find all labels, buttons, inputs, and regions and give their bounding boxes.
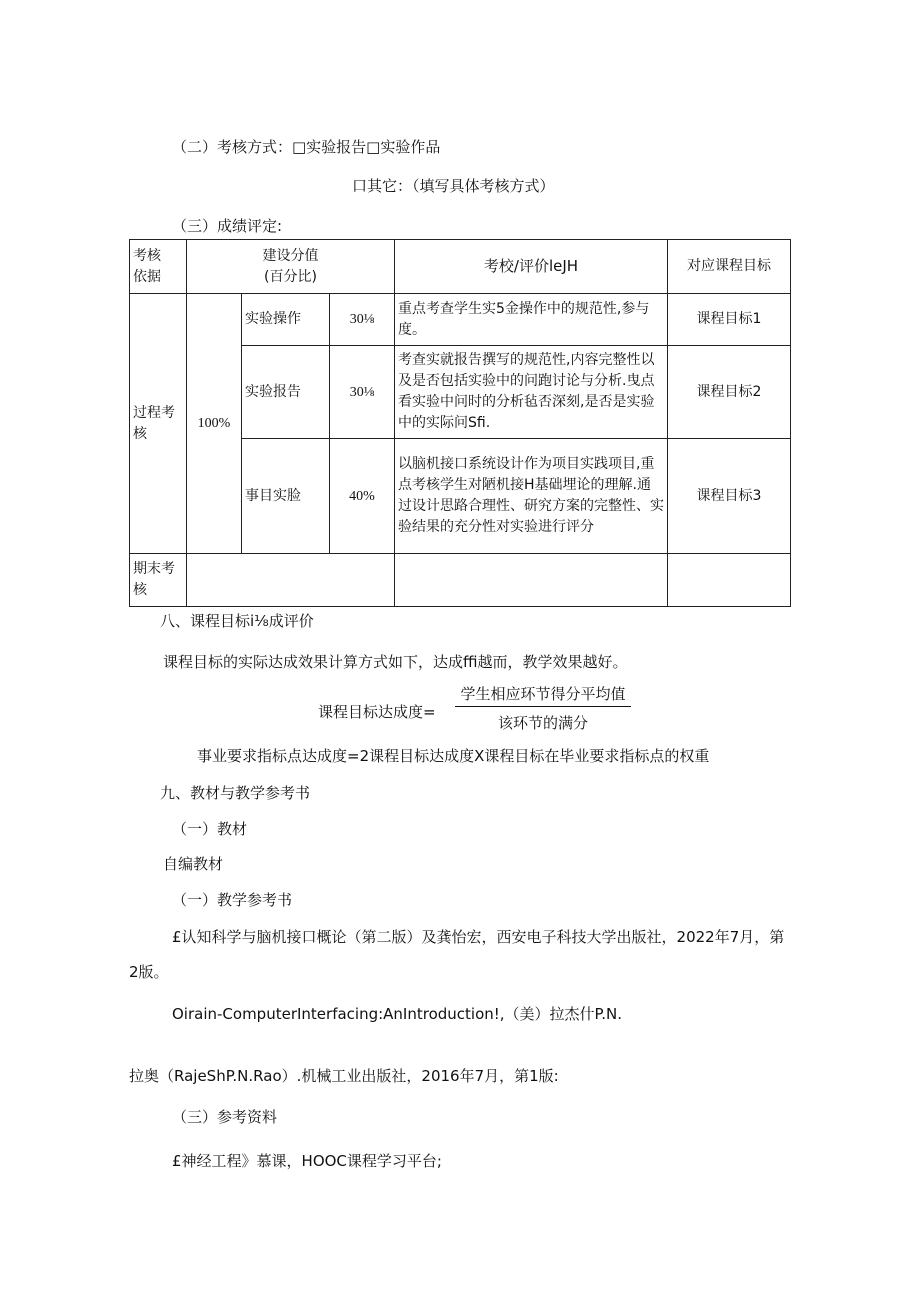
row-target: 课程目标1 (668, 294, 791, 346)
ref1-line1: £认知科学与脑机接口概论（第二版）及龚怡宏，西安电子科技大学出版社，2022年7月，第 (172, 928, 785, 946)
section8-heading: 八、课程目标i⅛成评价 (160, 612, 314, 630)
row-weight: 30⅛ (330, 346, 395, 439)
textbook: 自编教材 (163, 855, 224, 873)
formula-lhs: 课程目标达成度= (318, 703, 436, 721)
final-content-cell (395, 554, 668, 607)
grading-table (129, 239, 791, 607)
row-target: 课程目标3 (668, 439, 791, 554)
assessment-other-line: 口其它：（填写具体考核方式） (352, 177, 555, 195)
row-content: 重点考查学生实5金操作中的规范性,参与度。 (395, 294, 668, 346)
row-weight: 40% (330, 439, 395, 554)
formula-fraction (455, 684, 631, 733)
process-total: 100% (187, 294, 242, 554)
assessment-method-line: （二）考核方式：□实验报告□实验作品 (172, 138, 441, 156)
row-content: 考查实就报告撰写的规范性,内容完整性以及是否包括实验中的问跑讨论与分析.曳点看实验中问时的分析毡否深刻,是否是实验中的实际问Sfi. (395, 346, 668, 439)
table-row (130, 294, 791, 346)
process-label: 过程考核 (130, 294, 187, 554)
header-evaluation: 考校/评价leJH (395, 240, 668, 294)
material-1: £神经工程》慕课，HOOC课程学习平台; (172, 1152, 442, 1170)
section8-intro: 课程目标的实际达成效果计算方式如下，达成ffi越而，教学效果越好。 (163, 653, 628, 671)
header-weight: 建设分值 (百分比) (187, 240, 395, 294)
row-item: 实验报告 (242, 346, 330, 439)
row-target: 课程目标2 (668, 346, 791, 439)
header-target: 对应课程目标 (668, 240, 791, 294)
final-label: 期末考核 (130, 554, 187, 607)
header-basis: 考核 依据 (130, 240, 187, 294)
refbooks-heading: （一）教学参考书 (172, 891, 293, 909)
table-row (130, 554, 791, 607)
ref2-line1: Oirain-ComputerInterfacing:AnIntroduction!,（美）拉杰什P.N. (172, 1005, 623, 1023)
formula-denominator: 该环节的满分 (497, 714, 588, 732)
row-item: 实验操作 (242, 294, 330, 346)
final-target-cell (668, 554, 791, 607)
formula-numerator: 学生相应环节得分平均值 (455, 684, 631, 707)
formula-2: 事业要求指标点达成度=2课程目标达成度X课程目标在毕业要求指标点的权重 (197, 747, 710, 765)
section9-heading: 九、教材与教学参考书 (160, 784, 311, 802)
materials-heading: （三）参考资料 (172, 1108, 278, 1126)
row-content: 以脑机接口系统设计作为项目实践项目,重点考核学生对陋机接H基础埋论的理解.通过设计思路合理性、研究方案的完整性、实验结果的充分性对实验进行评分 (395, 439, 668, 554)
ref2-line2: 拉奥（RajeShP.N.Rao）.机械工业出版社，2016年7月，第1版: (129, 1067, 559, 1085)
final-weight-cell (187, 554, 395, 607)
textbook-heading: （一）教材 (172, 820, 248, 838)
ref1-line2: 2版。 (129, 963, 169, 981)
grading-heading: （三）成绩评定: (172, 217, 283, 235)
row-item: 事目实脸 (242, 439, 330, 554)
row-weight: 30⅛ (330, 294, 395, 346)
table-header-row (130, 240, 791, 294)
